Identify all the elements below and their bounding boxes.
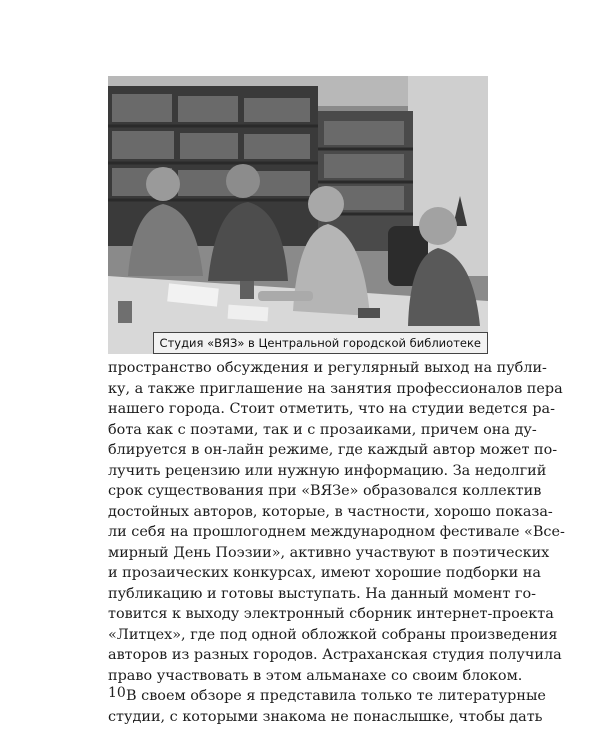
text-line: право участвовать в этом альманахе со своим блоком. [108, 667, 523, 684]
text-line: достойных авторов, которые, в частности, хорошо показа- [108, 503, 553, 520]
text-line: нашего города. Стоит отметить, что на студии ведется ра- [108, 401, 555, 417]
text-line: блируется в он-лайн режиме, где каждый автор может по- [108, 442, 558, 458]
text-line: В своем обзоре я представила только те литературные [126, 688, 546, 704]
text-line: срок существования при «ВЯЗе» образовался коллектив [108, 483, 542, 499]
text-line: бота как с поэтами, так и с прозаиками, причем она ду- [108, 421, 537, 438]
photo-of-writers-studio-meeting-icon [108, 76, 488, 354]
text-line: товится к выходу электронный сборник интернет-проекта [108, 606, 554, 622]
text-line: ли себя на прошлогоднем международном фестивале «Все- [108, 524, 565, 540]
page-number: 10 [108, 685, 126, 701]
text-line: ку, а также приглашение на занятия профессионалов пера [108, 380, 563, 397]
text-line: и прозаических конкурсах, имеют хорошие подборки на [108, 565, 541, 581]
text-line: авторов из разных городов. Астраханская студия получила [108, 647, 562, 663]
article-photo [108, 76, 488, 354]
text-line: лучить рецензию или нужную информацию. За недолгий [108, 462, 547, 479]
text-line: публикацию и готовы выступать. На данный момент го- [108, 585, 536, 602]
text-line: мирный День Поэзии», активно участвуют в поэтических [108, 544, 550, 561]
text-line: пространство обсуждения и регулярный выход на публи- [108, 360, 547, 376]
text-line: «Литцех», где под одной обложкой собраны произведения [108, 626, 558, 643]
photo-caption: Студия «ВЯЗ» в Центральной городской библиотеке [153, 332, 488, 354]
body-text [108, 358, 565, 727]
text-line: студии, с которыми знакома не понаслышке, чтобы дать [108, 708, 543, 725]
